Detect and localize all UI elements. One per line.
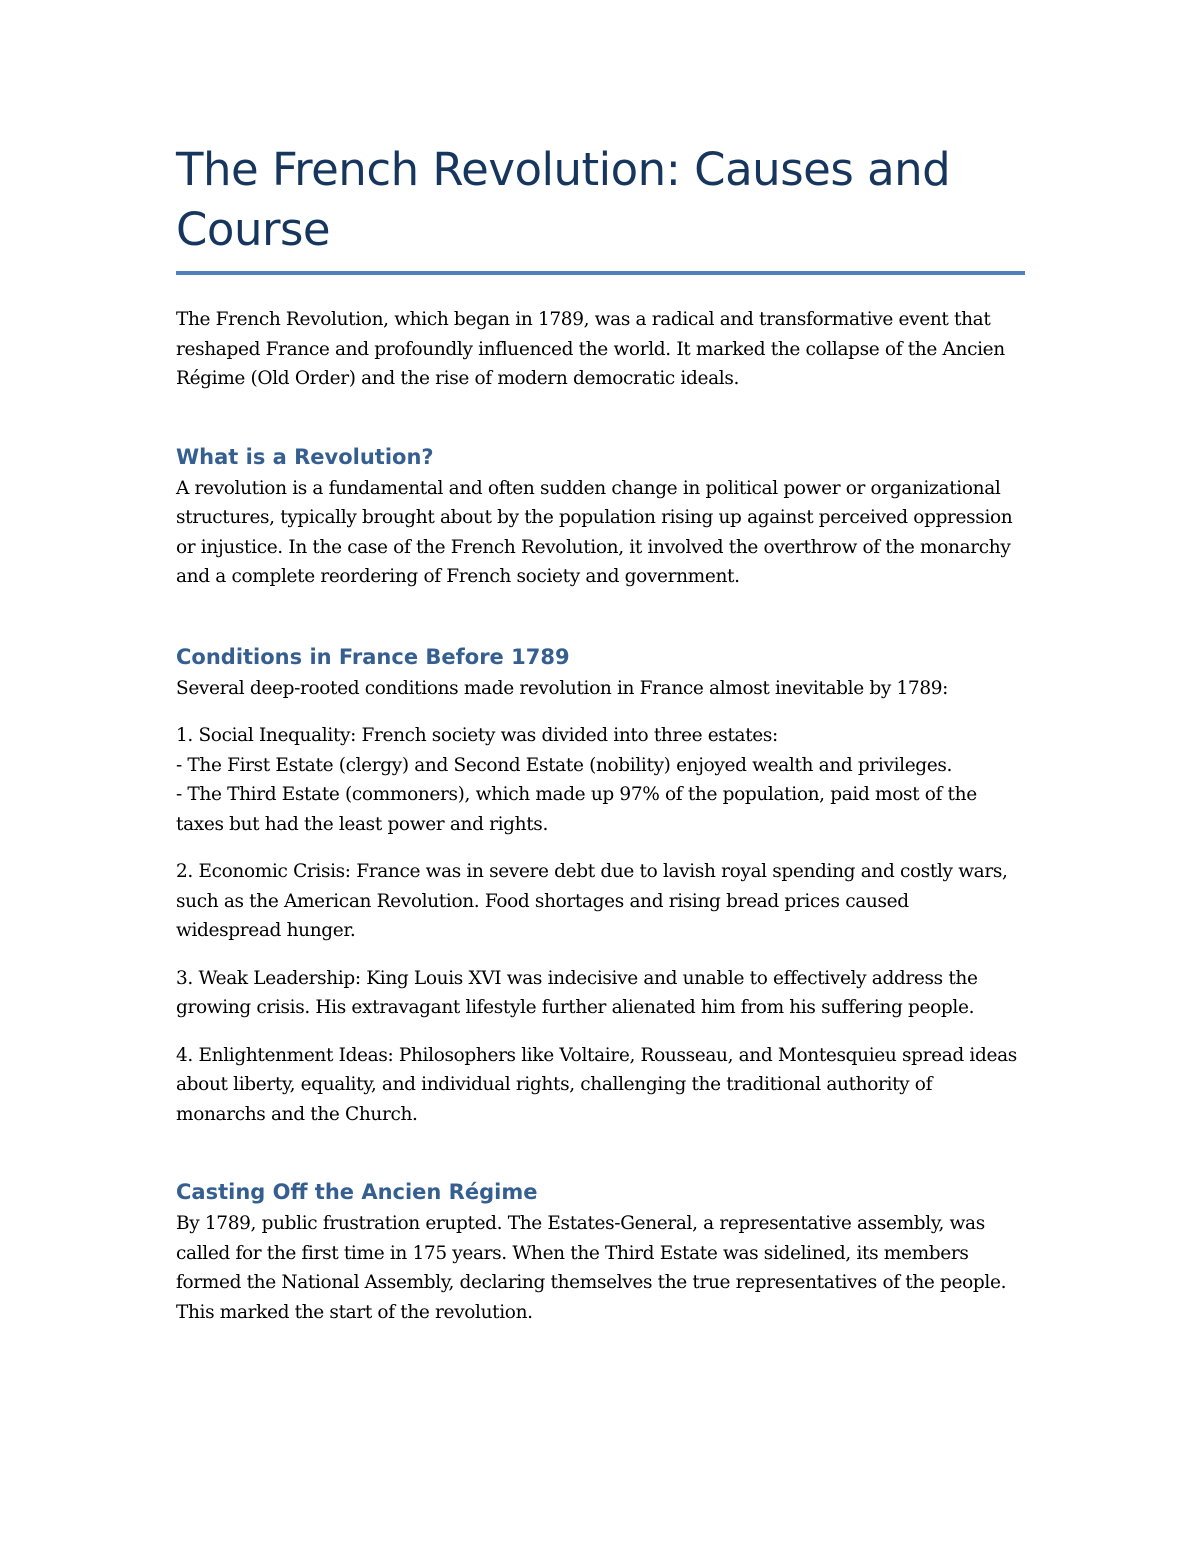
- text-line: reshaped France and profoundly influenced the world. It marked the collapse of the Ancien: [176, 338, 1005, 360]
- list-item-enlightenment-ideas: [176, 1041, 1026, 1130]
- text-line: such as the American Revolution. Food shortages and rising bread prices caused: [176, 890, 909, 912]
- text-line: 4. Enlightenment Ideas: Philosophers like Voltaire, Rousseau, and Montesquieu spread ideas: [176, 1044, 1017, 1066]
- text-line: 3. Weak Leadership: King Louis XVI was indecisive and unable to effectively address the: [176, 967, 978, 989]
- title-line: Course: [176, 203, 331, 256]
- text-line: structures, typically brought about by the population rising up against perceived oppression: [176, 507, 1013, 528]
- text-line: Régime (Old Order) and the rise of modern democratic ideals.: [176, 368, 740, 389]
- text-line: 2. Economic Crisis: France was in severe debt due to lavish royal spending and costly wars,: [176, 861, 1008, 882]
- text-line: - The First Estate (clergy) and Second Estate (nobility) enjoyed wealth and privileges.: [176, 754, 953, 776]
- text-line: or injustice. In the case of the French Revolution, it involved the overthrow of the monarchy: [176, 536, 1011, 558]
- intro-paragraph: [176, 305, 1026, 394]
- text-line: about liberty, equality, and individual rights, challenging the traditional authority of: [176, 1074, 933, 1095]
- text-line: called for the first time in 175 years. When the Third Estate was sidelined, its members: [176, 1242, 969, 1264]
- list-item-social-inequality: [176, 721, 1026, 839]
- text-line: This marked the start of the revolution.: [176, 1301, 533, 1323]
- text-line: A revolution is a fundamental and often sudden change in political power or organizational: [176, 477, 1001, 499]
- text-line: widespread hunger.: [176, 920, 356, 941]
- text-line: and a complete reordering of French society and government.: [176, 566, 740, 587]
- section-heading-conditions: Conditions in France Before 1789: [176, 644, 570, 669]
- text-line: formed the National Assembly, declaring themselves the true representatives of the people.: [176, 1272, 1007, 1293]
- document-title: [176, 140, 1026, 260]
- document-body: [176, 140, 1026, 1327]
- text-line: 1. Social Inequality: French society was divided into three estates:: [176, 725, 778, 746]
- section-paragraph: [176, 474, 1026, 592]
- text-line: monarchs and the Church.: [176, 1103, 418, 1125]
- text-line: taxes but had the least power and rights.: [176, 813, 548, 835]
- text-line: - The Third Estate (commoners), which made up 97% of the population, paid most of the: [176, 784, 977, 805]
- section-paragraph: [176, 674, 1026, 704]
- list-item-weak-leadership: [176, 964, 1026, 1023]
- text-line: Several deep-rooted conditions made revolution in France almost inevitable by 1789:: [176, 677, 949, 699]
- list-item-economic-crisis: [176, 857, 1026, 946]
- title-line: The French Revolution: Causes and: [176, 143, 951, 196]
- title-underline: [176, 271, 1025, 275]
- section-heading-casting-off: Casting Off the Ancien Régime: [176, 1180, 538, 1204]
- text-line: By 1789, public frustration erupted. The Estates-General, a representative assembly, was: [176, 1213, 985, 1234]
- text-line: growing crisis. His extravagant lifestyle further alienated him from his suffering people.: [176, 997, 975, 1018]
- section-paragraph: [176, 1209, 1026, 1327]
- section-heading-what-is-revolution: What is a Revolution?: [176, 444, 434, 469]
- text-line: The French Revolution, which began in 1789, was a radical and transformative event that: [176, 309, 991, 330]
